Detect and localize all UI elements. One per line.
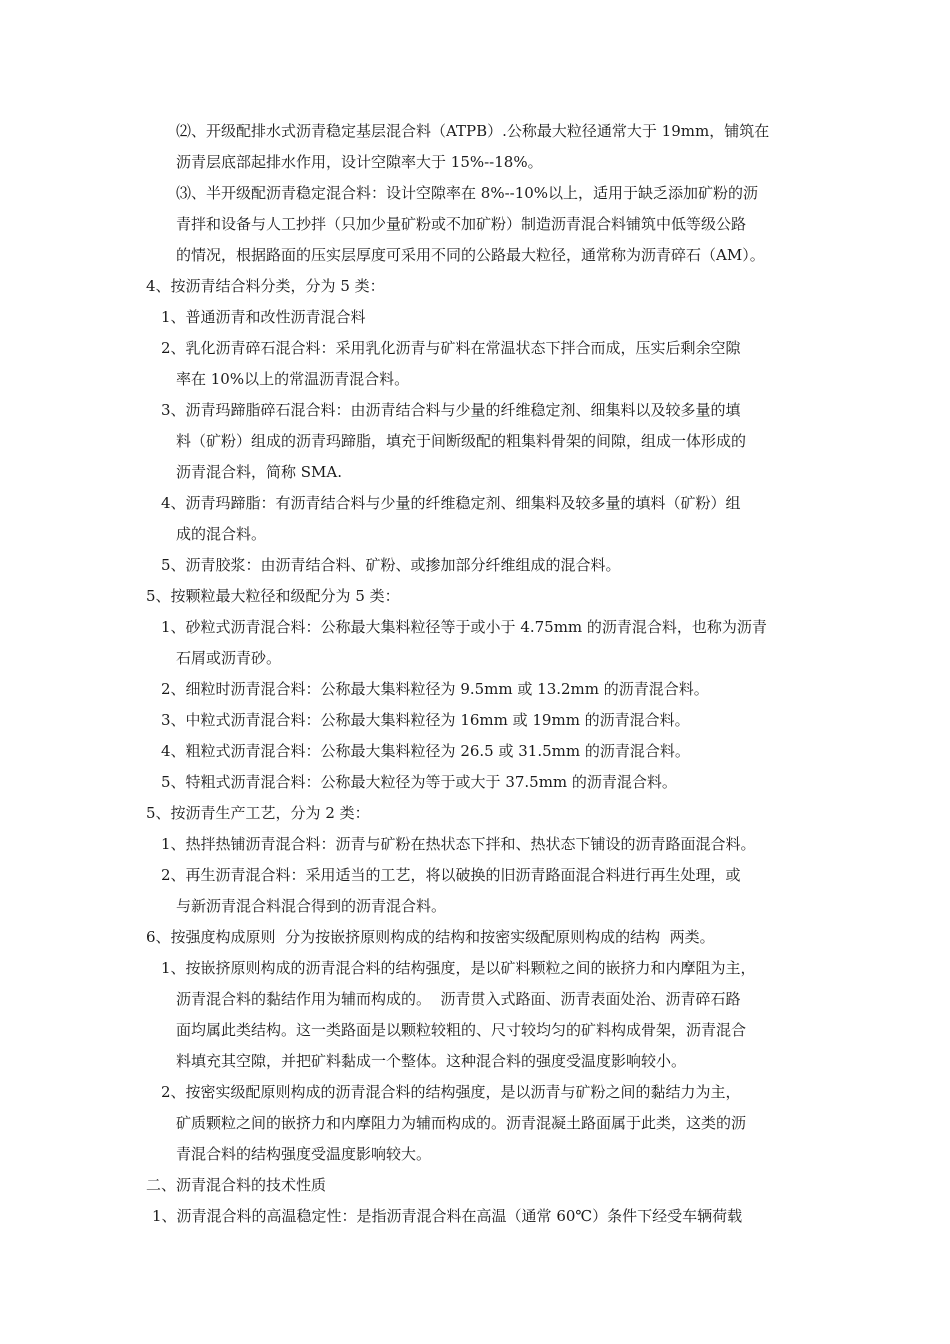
text-line: 青拌和设备与人工抄拌（只加少量矿粉或不加矿粉）制造沥青混合料铺筑中低等级公路 <box>176 215 747 233</box>
text-line: 的情况，根据路面的压实层厚度可采用不同的公路最大粒径，通常称为沥青碎石（AM）。 <box>176 246 765 264</box>
list-item: 1、普通沥青和改性沥青混合料 <box>161 308 366 326</box>
list-item: 1、砂粒式沥青混合料：公称最大集料粒径等于或小于 4.75mm 的沥青混合料，也称为沥青 <box>161 618 767 636</box>
text-line: 率在 10%以上的常温沥青混合料。 <box>176 370 410 388</box>
list-item: 5、特粗式沥青混合料：公称最大粒径为等于或大于 37.5mm 的沥青混合料。 <box>161 773 677 791</box>
text-line: 面均属此类结构。这一类路面是以颗粒较粗的、尺寸较均匀的矿料构成骨架，沥青混合 <box>176 1021 747 1039</box>
text-line: ⑶、半开级配沥青稳定混合料：设计空隙率在 8%--10%以上，适用于缺乏添加矿粉的沥 <box>176 184 759 202</box>
list-item: 2、乳化沥青碎石混合料：采用乳化沥青与矿料在常温状态下拌合而成，压实后剩余空隙 <box>161 339 741 357</box>
text-line: 矿质颗粒之间的嵌挤力和内摩阻力为辅而构成的。沥青混凝土路面属于此类，这类的沥 <box>176 1114 747 1132</box>
list-item: 2、按密实级配原则构成的沥青混合料的结构强度，是以沥青与矿粉之间的黏结力为主， <box>161 1083 741 1101</box>
text-line: 青混合料的结构强度受温度影响较大。 <box>176 1145 432 1163</box>
section-heading: 二、沥青混合料的技术性质 <box>146 1176 327 1194</box>
text-line: 料（矿粉）组成的沥青玛蹄脂，填充于间断级配的粗集料骨架的间隙，组成一体形成的 <box>176 432 747 450</box>
text-line: 沥青混合料的黏结作用为辅而构成的。 沥青贯入式路面、沥青表面处治、沥青碎石路 <box>176 990 741 1008</box>
list-item: 5、沥青胶浆：由沥青结合料、矿粉、或掺加部分纤维组成的混合料。 <box>161 556 621 574</box>
text-line: ⑵、开级配排水式沥青稳定基层混合料（ATPB）.公称最大粒径通常大于 19mm，铺筑在 <box>176 122 770 140</box>
section-heading: 5、按沥青生产工艺，分为 2 类： <box>146 804 370 822</box>
list-item: 1、热拌热铺沥青混合料：沥青与矿粉在热状态下拌和、热状态下铺设的沥青路面混合料。 <box>161 835 756 853</box>
list-item: 2、细粒时沥青混合料：公称最大集料粒径为 9.5mm 或 13.2mm 的沥青混合料。 <box>161 680 709 698</box>
text-line: 与新沥青混合料混合得到的沥青混合料。 <box>176 897 447 915</box>
text-line: 料填充其空隙，并把矿料黏成一个整体。这种混合料的强度受温度影响较小。 <box>176 1052 687 1070</box>
list-item: 1、沥青混合料的高温稳定性：是指沥青混合料在高温（通常 60℃）条件下经受车辆荷载 <box>152 1207 743 1225</box>
list-item: 2、再生沥青混合料：采用适当的工艺，将以破换的旧沥青路面混合料进行再生处理，或 <box>161 866 741 884</box>
list-item: 1、按嵌挤原则构成的沥青混合料的结构强度，是以矿料颗粒之间的嵌挤力和内摩阻为主， <box>161 959 756 977</box>
section-heading: 6、按强度构成原则 分为按嵌挤原则构成的结构和按密实级配原则构成的结构 两类。 <box>146 928 715 946</box>
list-item: 4、沥青玛蹄脂：有沥青结合料与少量的纤维稳定剂、细集料及较多量的填料（矿粉）组 <box>161 494 741 512</box>
text-line: 沥青层底部起排水作用，设计空隙率大于 15%--18%。 <box>176 153 543 171</box>
list-item: 3、中粒式沥青混合料：公称最大集料粒径为 16mm 或 19mm 的沥青混合料。 <box>161 711 690 729</box>
section-heading: 5、按颗粒最大粒径和级配分为 5 类： <box>146 587 400 605</box>
text-line: 沥青混合料，简称 SMA. <box>176 463 343 481</box>
section-heading: 4、按沥青结合料分类，分为 5 类： <box>146 277 385 295</box>
list-item: 4、粗粒式沥青混合料：公称最大集料粒径为 26.5 或 31.5mm 的沥青混合料。 <box>161 742 690 760</box>
text-line: 石屑或沥青砂。 <box>176 649 282 667</box>
list-item: 3、沥青玛蹄脂碎石混合料：由沥青结合料与少量的纤维稳定剂、细集料以及较多量的填 <box>161 401 741 419</box>
text-line: 成的混合料。 <box>176 525 267 543</box>
